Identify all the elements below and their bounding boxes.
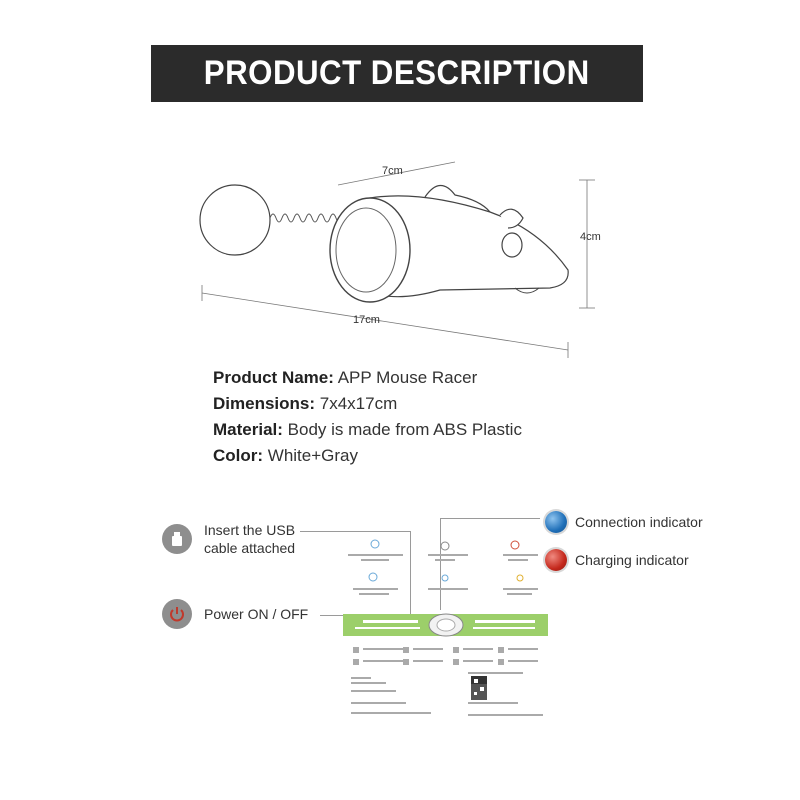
width-label: 7cm bbox=[382, 165, 403, 177]
height-label: 4cm bbox=[580, 231, 601, 243]
charging-indicator-label: Charging indicator bbox=[575, 552, 689, 568]
connection-leader-line bbox=[440, 518, 540, 519]
mouse-racer-drawing bbox=[190, 150, 620, 360]
connection-indicator-callout bbox=[545, 511, 703, 533]
connection-indicator-dot bbox=[545, 511, 567, 533]
usb-icon bbox=[162, 524, 192, 554]
charging-indicator-dot bbox=[545, 549, 567, 571]
instruction-card-graphic bbox=[343, 532, 548, 722]
product-diagram bbox=[190, 150, 620, 360]
length-label: 17cm bbox=[353, 314, 380, 326]
charging-indicator-callout bbox=[545, 549, 689, 571]
spec-color: Color: White+Gray bbox=[213, 446, 358, 465]
usb-callout bbox=[162, 521, 295, 557]
usb-callout-line1: Insert the USB bbox=[204, 522, 296, 538]
power-callout bbox=[162, 599, 308, 629]
spec-material: Material: Body is made from ABS Plastic bbox=[213, 420, 522, 439]
usb-callout-line2: cable attached bbox=[204, 540, 296, 556]
connection-indicator-label: Connection indicator bbox=[575, 514, 703, 530]
product-specs bbox=[213, 365, 522, 469]
banner-title: PRODUCT DESCRIPTION bbox=[204, 54, 590, 92]
power-callout-label: Power ON / OFF bbox=[204, 606, 309, 622]
spec-product-name: Product Name: APP Mouse Racer bbox=[213, 368, 478, 387]
instruction-card bbox=[343, 532, 548, 722]
power-icon bbox=[162, 599, 192, 629]
spec-dimensions: Dimensions: 7x4x17cm bbox=[213, 394, 398, 413]
product-description-banner bbox=[151, 45, 643, 102]
